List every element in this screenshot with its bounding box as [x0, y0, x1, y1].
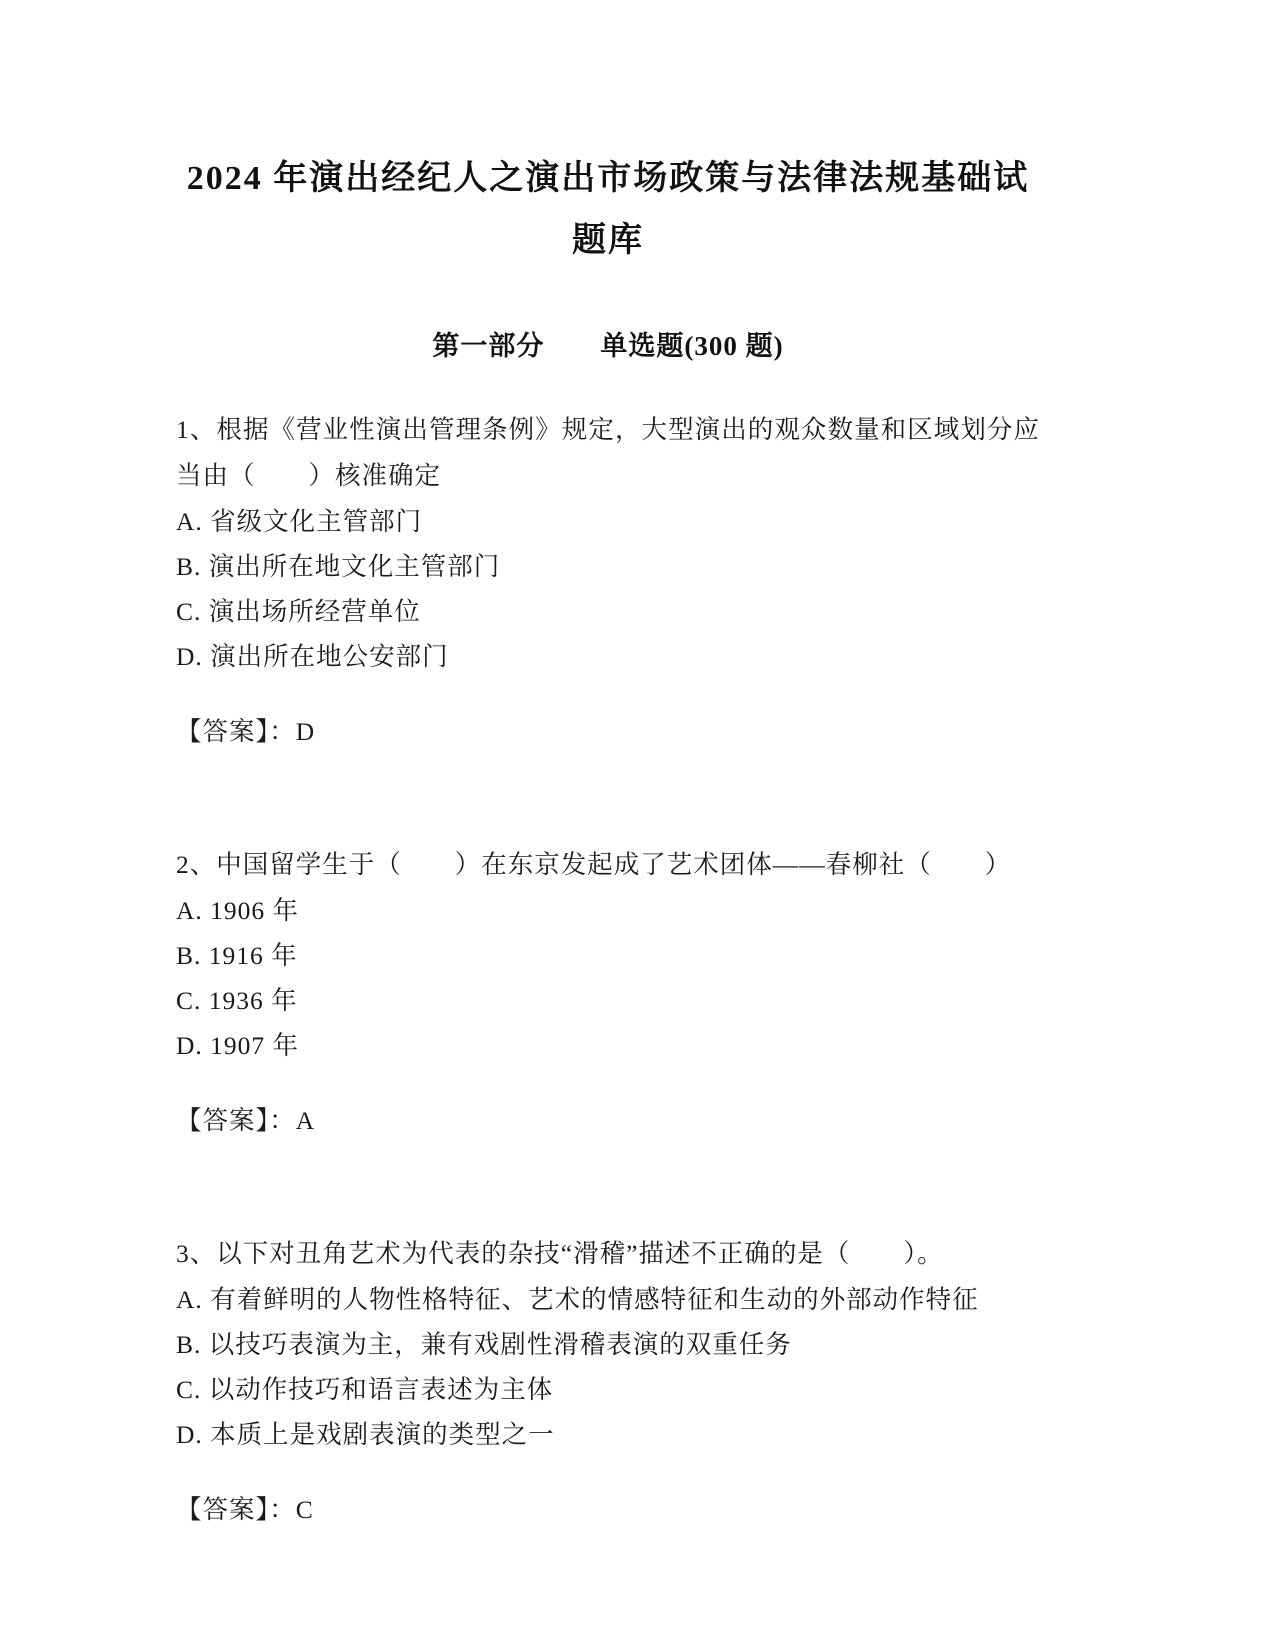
question-3-option-d: D. 本质上是戏剧表演的类型之一	[176, 1420, 555, 1449]
question-1-option-d: D. 演出所在地公安部门	[176, 642, 449, 671]
question-2-option-a: A. 1906 年	[176, 896, 300, 925]
section-header: 第一部分 单选题(300 题)	[432, 331, 784, 361]
question-2	[176, 842, 1040, 1187]
question-2-option-b: B. 1916 年	[176, 941, 298, 970]
question-1-answer: 【答案】：D	[176, 717, 316, 746]
question-1-option-b: B. 演出所在地文化主管部门	[176, 552, 501, 581]
question-2-option-d: D. 1907 年	[176, 1031, 300, 1060]
question-1	[176, 407, 1040, 798]
question-1-text: 1、根据《营业性演出管理条例》规定，大型演出的观众数量和区域划分应当由（ ）核准确定	[176, 415, 1040, 490]
document-title-line2: 题库	[572, 222, 644, 259]
question-3-option-b: B. 以技巧表演为主，兼有戏剧性滑稽表演的双重任务	[176, 1330, 792, 1359]
spacer	[176, 1143, 1040, 1187]
spacer	[176, 754, 1040, 798]
question-3-answer: 【答案】：C	[176, 1495, 314, 1524]
question-1-option-c: C. 演出场所经营单位	[176, 597, 421, 626]
question-3-option-a: A. 有着鲜明的人物性格特征、艺术的情感特征和生动的外部动作特征	[176, 1285, 979, 1314]
question-2-answer: 【答案】：A	[176, 1106, 316, 1135]
question-2-option-c: C. 1936 年	[176, 986, 298, 1015]
question-3-text: 3、以下对丑角艺术为代表的杂技“滑稽”描述不正确的是（ ）。	[176, 1239, 944, 1268]
question-3	[176, 1231, 1040, 1532]
question-3-option-c: C. 以动作技巧和语言表述为主体	[176, 1375, 554, 1404]
document-title-line1: 2024 年演出经纪人之演出市场政策与法律法规基础试	[186, 160, 1030, 197]
document-title	[176, 148, 1040, 272]
question-1-option-a: A. 省级文化主管部门	[176, 507, 423, 536]
question-2-text: 2、中国留学生于（ ）在东京发起成了艺术团体——春柳社（ ）	[176, 850, 1012, 879]
